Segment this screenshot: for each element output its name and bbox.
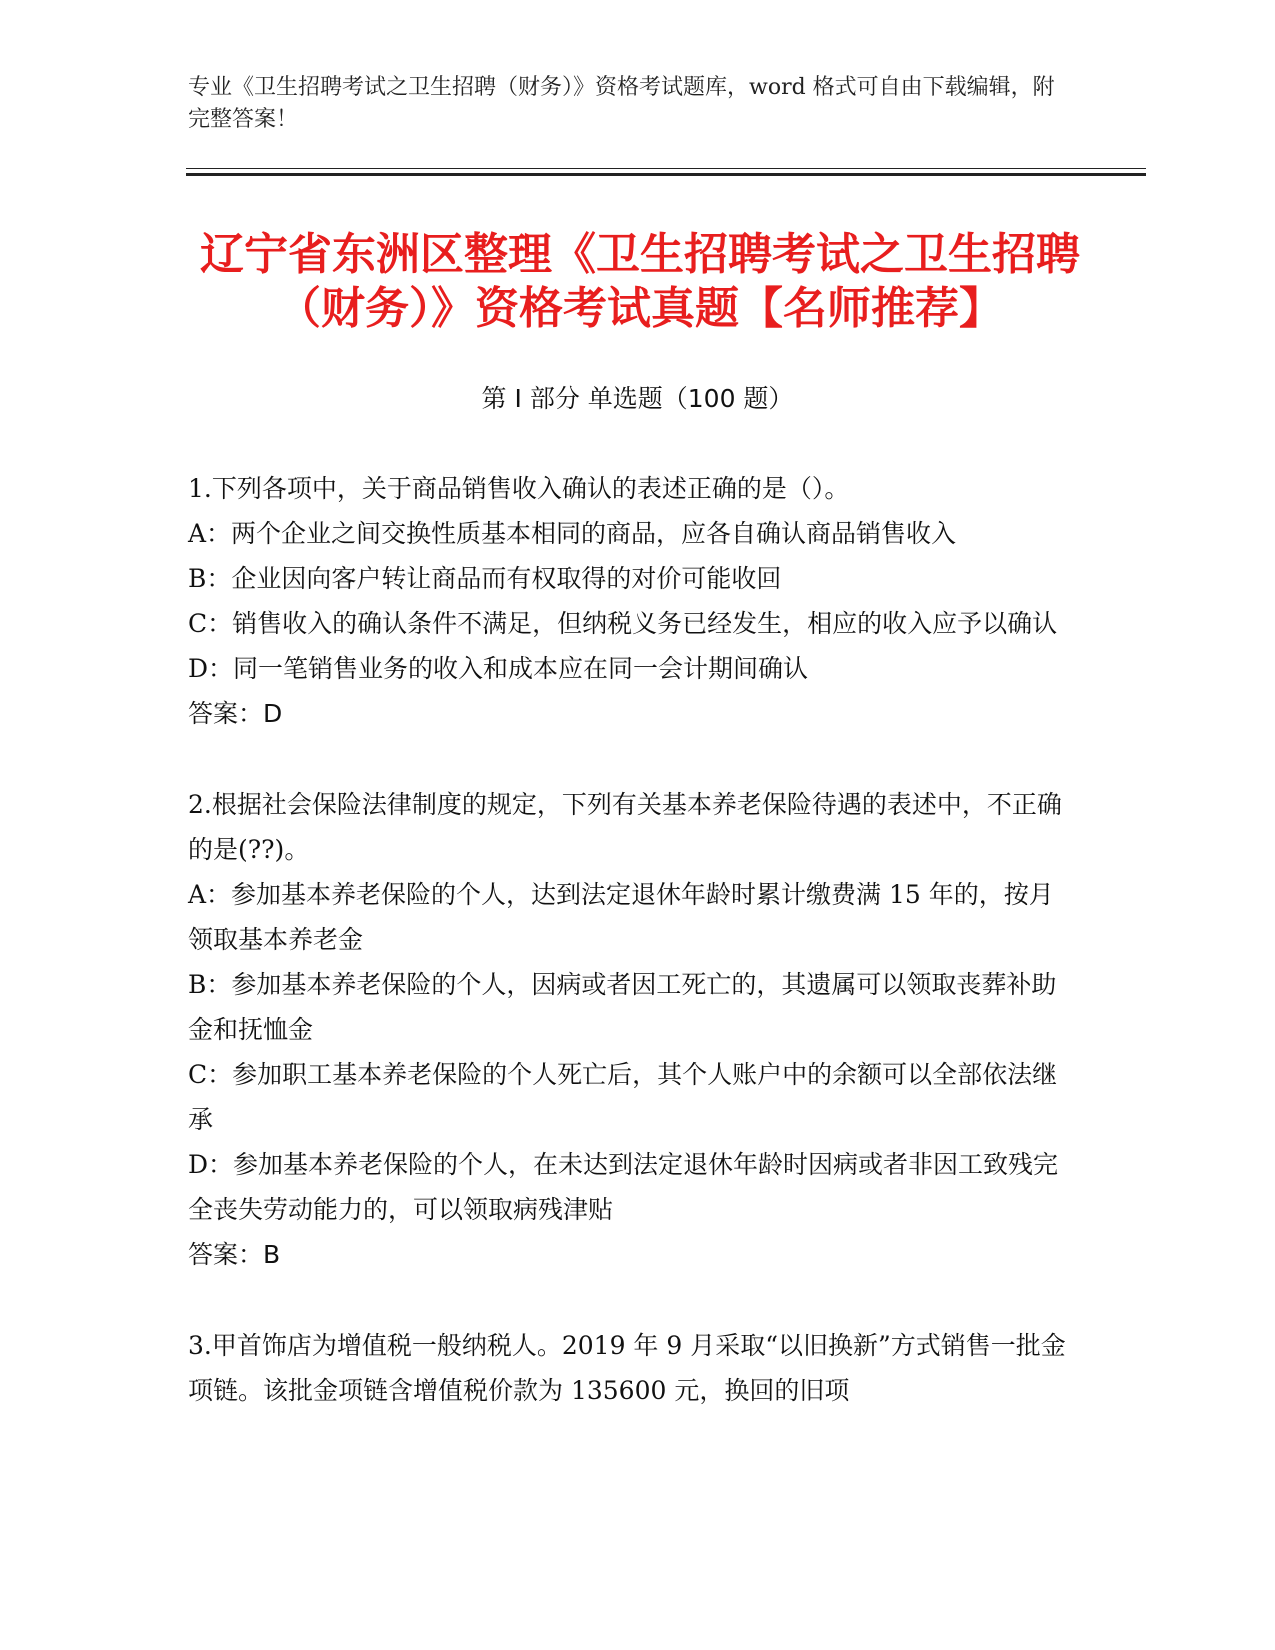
question-2 (188, 782, 1068, 1277)
header-note: 专业《卫生招聘考试之卫生招聘（财务）》资格考试题库，word 格式可自由下载编辑，附完整答案！ (188, 75, 1055, 132)
option-d: D：参加基本养老保险的个人，在未达到法定退休年龄时因病或者非因工致残完全丧失劳动能力的，可以领取病残津贴 (188, 1150, 1059, 1224)
answer: 答案：B (188, 1240, 281, 1269)
question-stem: 2.根据社会保险法律制度的规定，下列有关基本养老保险待遇的表述中，不正确的是(??)。 (188, 790, 1062, 864)
question-stem: 1.下列各项中，关于商品销售收入确认的表述正确的是（）。 (188, 474, 850, 503)
header-divider-thin (186, 168, 1146, 169)
question-list (188, 466, 1068, 1459)
option-a: A：两个企业之间交换性质基本相同的商品，应各自确认商品销售收入 (188, 519, 957, 548)
option-c: C：参加职工基本养老保险的个人死亡后，其个人账户中的余额可以全部依法继承 (188, 1060, 1058, 1134)
option-b: B：参加基本养老保险的个人，因病或者因工死亡的，其遗属可以领取丧葬补助金和抚恤金 (188, 970, 1057, 1044)
option-d: D：同一笔销售业务的收入和成本应在同一会计期间确认 (188, 654, 809, 683)
option-c: C：销售收入的确认条件不满足，但纳税义务已经发生，相应的收入应予以确认 (188, 609, 1058, 638)
option-a: A：参加基本养老保险的个人，达到法定退休年龄时累计缴费满 15 年的，按月领取基本养老金 (188, 880, 1054, 954)
section-heading: 第 I 部分 单选题（100 题） (481, 384, 794, 413)
question-stem: 3.甲首饰店为增值税一般纳税人。2019 年 9 月采取“以旧换新”方式销售一批金项链。该批金项链含增值税价款为 135600 元，换回的旧项 (188, 1331, 1066, 1405)
answer: 答案：D (188, 699, 283, 728)
document-title: 辽宁省东洲区整理《卫生招聘考试之卫生招聘（财务）》资格考试真题【名师推荐】 (200, 229, 1080, 334)
header-divider-thick (186, 173, 1146, 176)
question-1 (188, 466, 1068, 736)
question-3 (188, 1323, 1068, 1413)
option-b: B：企业因向客户转让商品而有权取得的对价可能收回 (188, 564, 782, 593)
